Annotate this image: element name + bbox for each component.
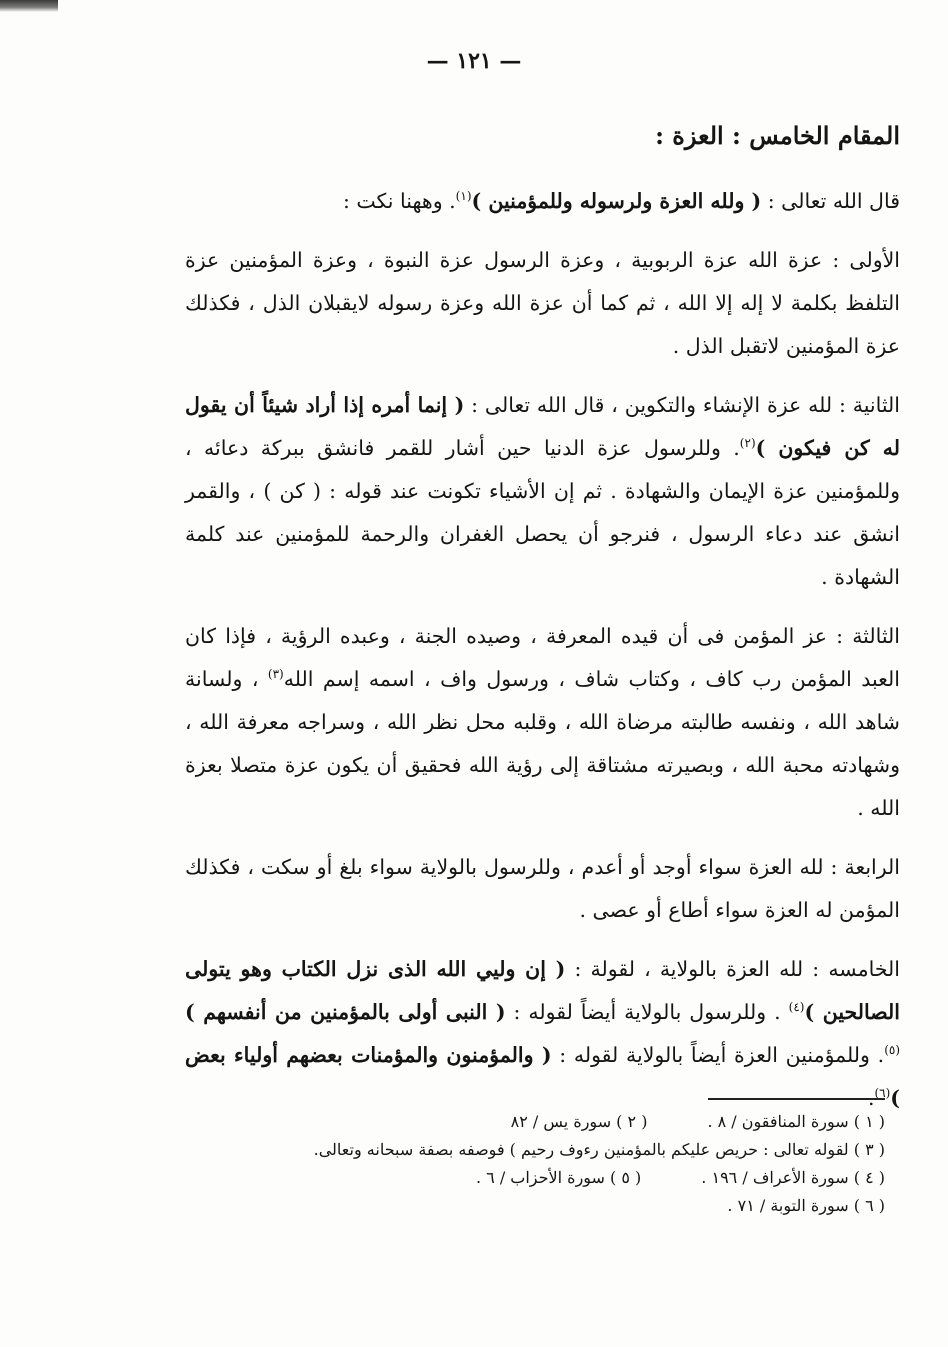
footnote-3: ( ٣ ) لقوله تعالى : حريص عليكم بالمؤمنين رءوف رحيم ) فوصفه بصفة سبحانه وتعالى. <box>313 1140 885 1159</box>
paragraph-third <box>185 615 900 830</box>
paragraph-intro <box>185 180 900 223</box>
fifth-text-middle: . وللرسول بالولاية أيضاً لقوله : <box>505 1000 789 1024</box>
second-text-end: . وللرسول عزة الدنيا حين أشار للقمر فانشق ببركة دعائه ، وللمؤمنين عزة الإيمان والشهادة . ثم إن الأشياء تكونت عند قوله : ( كن ) ، والقمر انشق عند دعاء الرسول ، فنرجو أن يحصل الغفران والرحمة للمؤمنين عند كلمة الشهادة . <box>185 436 900 589</box>
quran-quote: ( النبى أولى بالمؤمنين من أنفسهم ) <box>185 1000 506 1024</box>
footnote-ref: (٣) <box>267 667 284 682</box>
footnote-1: ( ١ ) سورة المنافقون / ٨ . <box>707 1112 885 1131</box>
footnote-ref: (١) <box>455 189 472 204</box>
fifth-text: الخامسه : لله العزة بالولاية ، لقولة : <box>565 957 900 981</box>
scan-corner-mark <box>0 0 58 12</box>
footnote-2: ( ٢ ) سورة يس / ٨٢ <box>510 1112 648 1131</box>
footnote-ref: (٤) <box>788 1000 805 1015</box>
quran-quote: ( ولله العزة ولرسوله وللمؤمنين ) <box>471 189 762 213</box>
page-number: — ١٢١ — <box>426 48 522 74</box>
footnote-line <box>185 1164 885 1192</box>
page-body <box>185 118 900 1136</box>
footnote-line <box>185 1108 885 1136</box>
fifth-text-middle-2: . وللمؤمنين العزة أيضاً بالولاية لقوله : <box>551 1043 885 1067</box>
paragraph-first: الأولى : عزة الله عزة الربوبية ، وعزة الرسول عزة النبوة ، وعزة المؤمنين عزة التلفظ بكلمة لا إله إلا الله ، ثم كما أن عزة الله وعزة رسوله لايقبلان الذل ، فكذلك عزة المؤمنين لاتقبل الذل . <box>185 248 900 358</box>
footnote-6: ( ٦ ) سورة التوبة / ٧١ . <box>727 1196 885 1215</box>
footnote-line <box>185 1136 885 1164</box>
footnote-ref: (٢) <box>739 436 756 451</box>
quran-quote: ( والمؤمنون والمؤمنات بعضهم أولياء بعض ) <box>185 1043 900 1110</box>
footnotes <box>185 1108 885 1220</box>
footnote-4: ( ٤ ) سورة الأعراف / ١٩٦ . <box>701 1168 885 1187</box>
intro-text: قال الله تعالى : <box>761 189 900 213</box>
intro-text-end: . وههنا نكت : <box>342 189 456 213</box>
quran-quote: ( إن وليي الله الذى نزل الكتاب وهو يتولى الصالحين ) <box>185 957 900 1024</box>
third-text: الثالثة : عز المؤمن فى أن قيده المعرفة ، وصيده الجنة ، وعبده الرؤية ، فإذا كان العبد المؤمن رب كاف ، وكتاب شاف ، ورسول واف ، اسمه إسم الله <box>185 624 900 691</box>
fifth-text-end: . <box>867 1086 875 1110</box>
paragraph-fourth: الرابعة : لله العزة سواء أوجد أو أعدم ، وللرسول بالولاية سواء بلغ أو سكت ، فكذلك المؤمن له العزة سواء أطاع أو عصى . <box>185 855 900 922</box>
paragraph-second <box>185 384 900 599</box>
footnote-ref: (٦) <box>874 1086 891 1101</box>
footnote-separator <box>708 1098 885 1100</box>
footnote-ref: (٥) <box>884 1043 901 1058</box>
footnote-line <box>185 1192 885 1220</box>
third-text-end: ، ولسانة شاهد الله ، ونفسه طالبته مرضاة الله ، وقلبه محل نظر الله ، وسراجه معرفة الله ، وشهادته محبة الله ، وبصيرته مشتاقة إلى رؤية الله فحقيق أن يكون عزة متصلا بعزة الله . <box>185 667 900 820</box>
paragraph-fifth <box>185 948 900 1120</box>
second-text: الثانية : لله عزة الإنشاء والتكوين ، قال الله تعالى : <box>464 393 900 417</box>
footnote-5: ( ٥ ) سورة الأحزاب / ٦ . <box>475 1168 642 1187</box>
section-title: المقام الخامس : العزة : <box>655 121 900 150</box>
quran-quote: ( إنما أمره إذا أراد شيئاً أن يقول له كن فيكون ) <box>185 393 900 460</box>
